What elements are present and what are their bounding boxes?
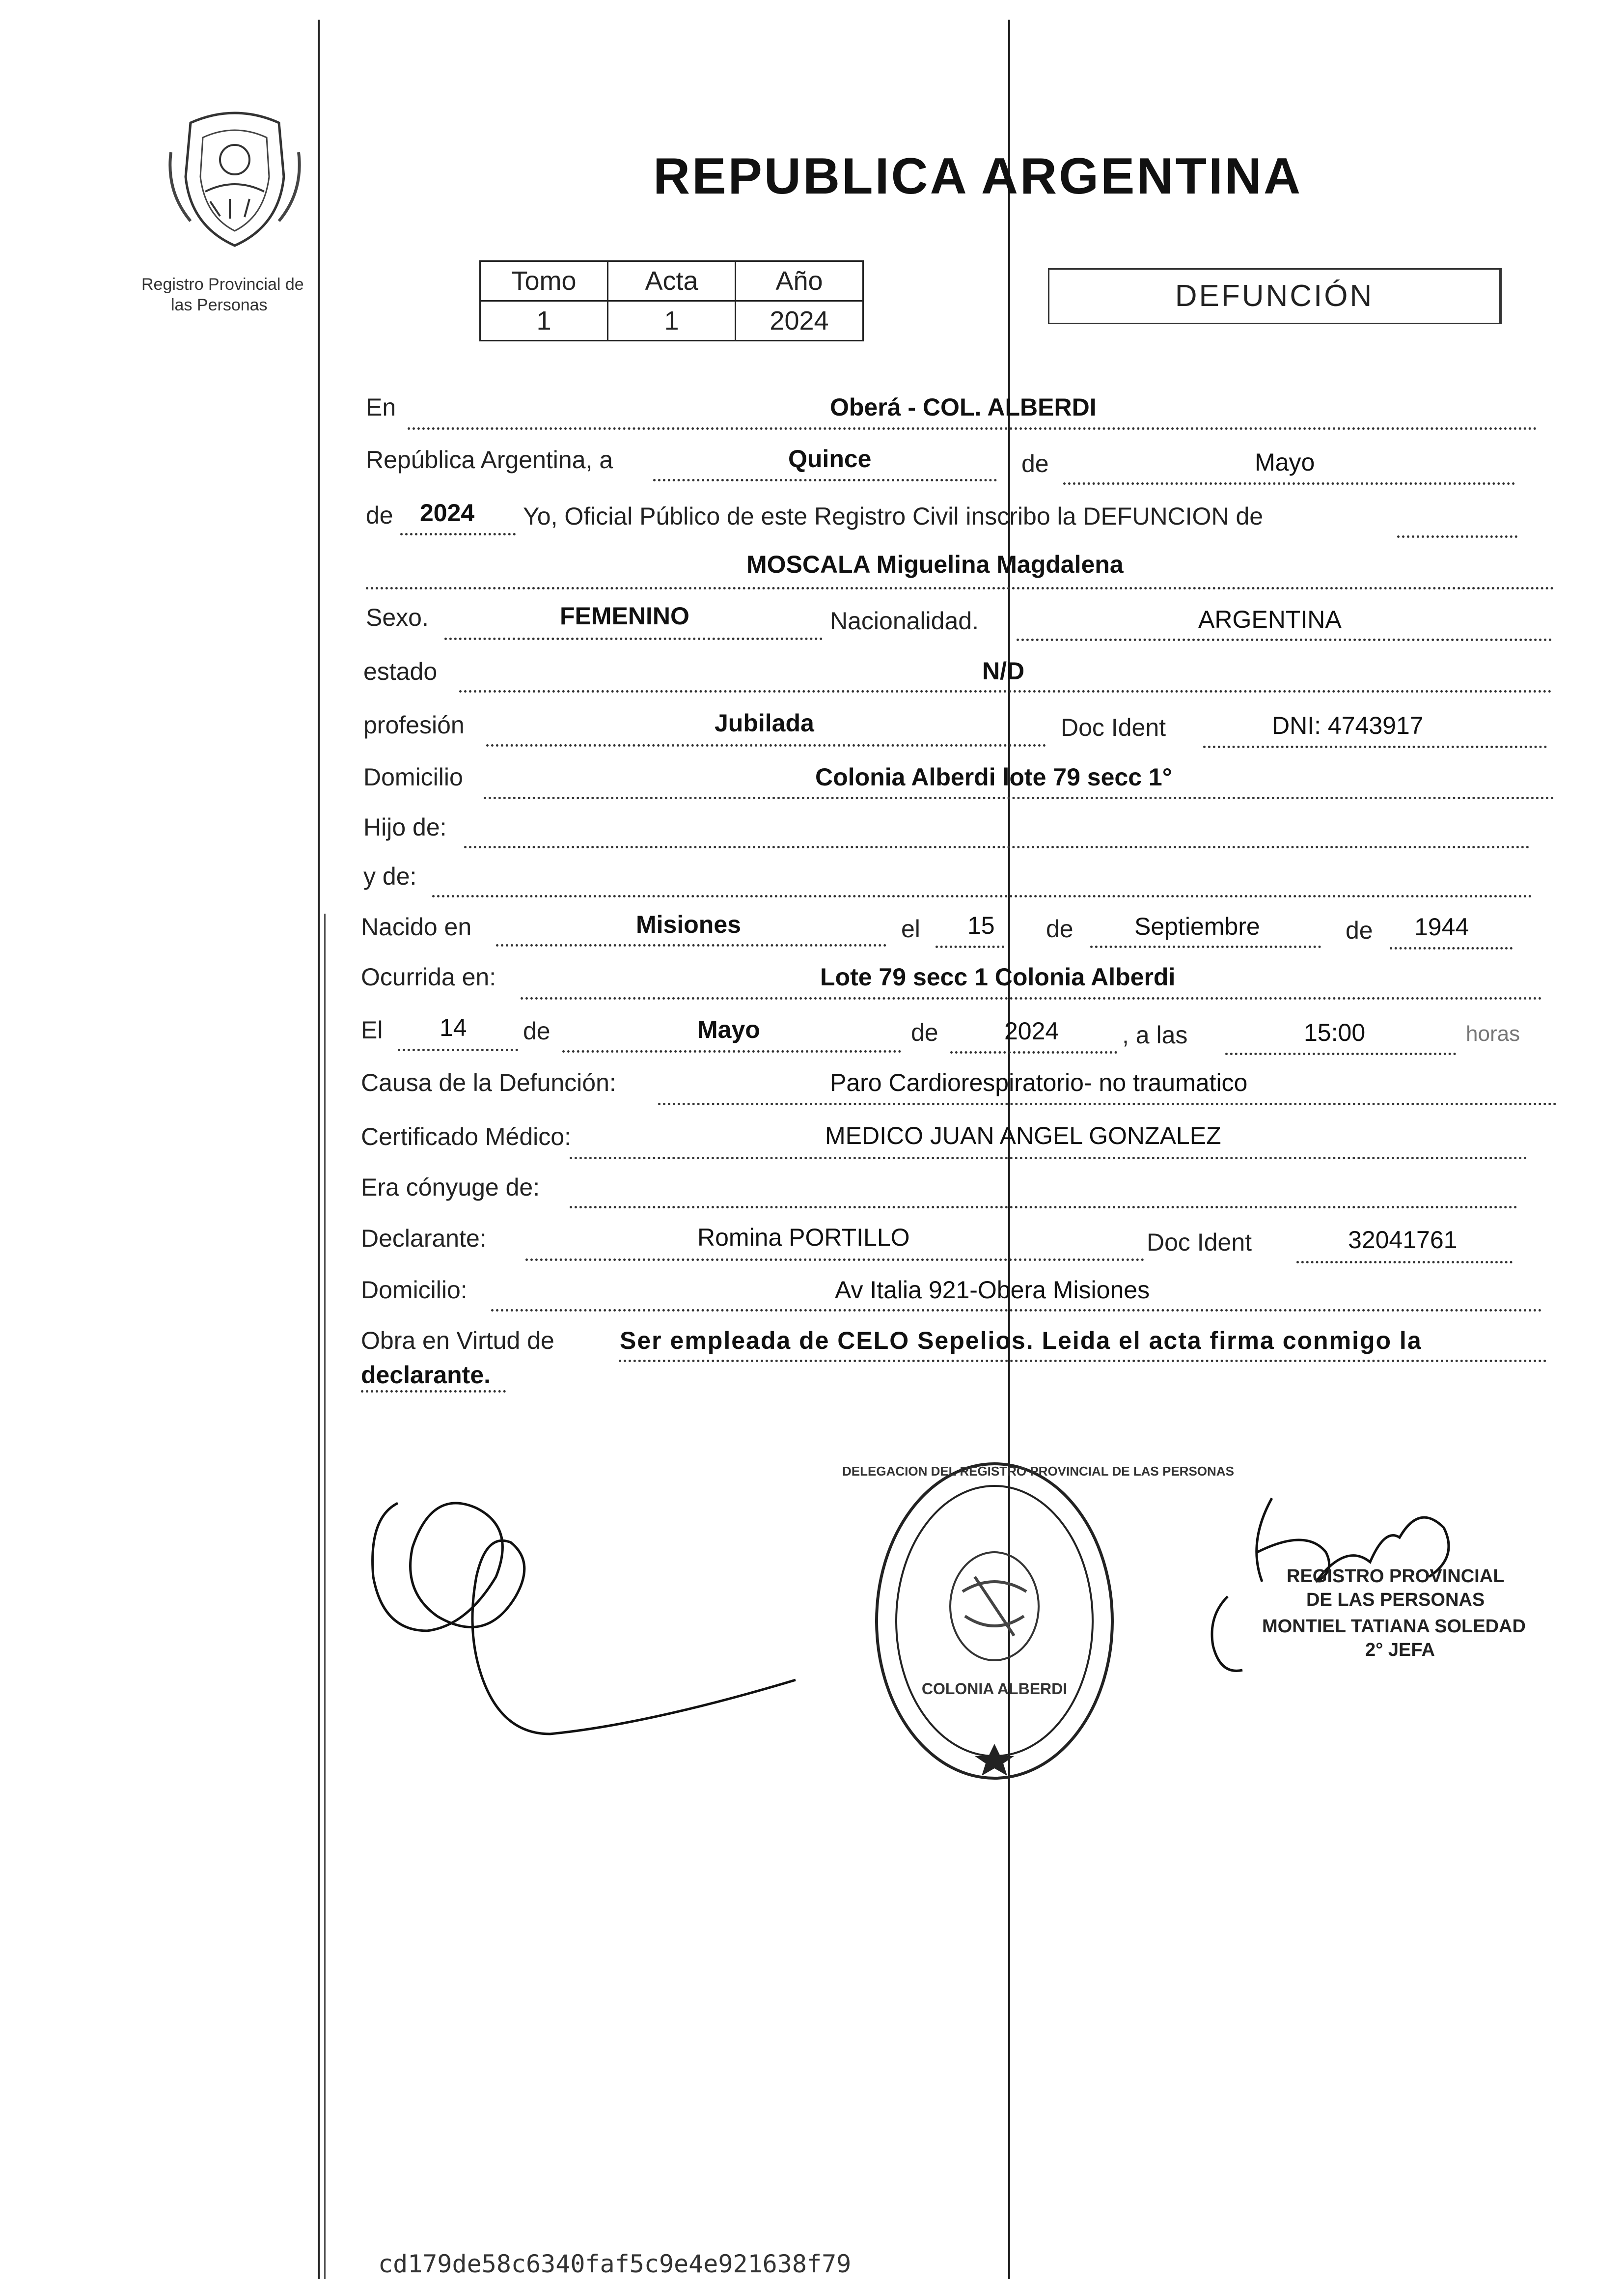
field-place: Oberá - COL. ALBERDI (830, 393, 1097, 421)
officer-stamp-line2: DE LAS PERSONAS (1306, 1590, 1485, 1610)
dots-obra (619, 1360, 1547, 1362)
dots-y-de (432, 895, 1532, 897)
record-type-box (1048, 268, 1502, 324)
dots-sexo (444, 638, 823, 640)
dots-death-time (1225, 1053, 1456, 1055)
field-nacionalidad: ARGENTINA (1198, 606, 1342, 633)
field-domicilio: Colonia Alberdi lote 79 secc 1° (815, 763, 1172, 791)
dots-hijo-de (464, 846, 1530, 848)
officer-stamp-line3: MONTIEL TATIANA SOLEDAD (1262, 1616, 1526, 1637)
record-value-anio: 2024 (736, 301, 863, 341)
record-header-anio: Año (736, 261, 863, 301)
dots-place (408, 427, 1537, 430)
field-causa: Paro Cardiorespiratorio- no traumatico (830, 1069, 1248, 1096)
field-profesion: Jubilada (715, 709, 814, 737)
dots-doc-ident (1203, 746, 1547, 748)
label-en: En (366, 393, 396, 421)
field-death-place: Lote 79 secc 1 Colonia Alberdi (820, 963, 1176, 991)
field-estado: N/D (982, 657, 1025, 685)
label-domicilio: Domicilio (363, 763, 463, 791)
document-hash: cd179de58c6340faf5c9e4e921638f79 (378, 2250, 852, 2278)
officer-stamp-line4: 2° JEFA (1365, 1640, 1435, 1660)
dots-declarante-doc (1296, 1261, 1513, 1263)
field-deceased-name: MOSCALA Miguelina Magdalena (746, 551, 1124, 578)
stamp-inner-text: COLONIA ALBERDI (921, 1680, 1068, 1698)
dots-profesion (486, 744, 1046, 747)
province-logo (156, 103, 313, 251)
label-a-las: , a las (1122, 1021, 1188, 1049)
dots-obra-line2 (361, 1390, 506, 1393)
field-doc-ident: DNI: 4743917 (1272, 712, 1424, 739)
province-seal-icon (156, 103, 313, 251)
field-year: 2024 (420, 499, 475, 527)
label-de-death-month: de (523, 1017, 551, 1045)
label-de-month: de (1021, 450, 1049, 477)
record-type: DEFUNCIÓN (1175, 279, 1374, 313)
field-certificado: MEDICO JUAN ANGEL GONZALEZ (825, 1122, 1221, 1149)
label-certificado: Certificado Médico: (361, 1123, 571, 1150)
label-horas: horas (1466, 1022, 1520, 1046)
record-header-tomo: Tomo (480, 261, 608, 301)
dots-birth-year (1390, 947, 1513, 950)
label-hijo-de: Hijo de: (363, 813, 447, 841)
field-birth-month: Septiembre (1134, 913, 1260, 940)
dots-declarante (525, 1258, 1144, 1261)
field-declarante: Romina PORTILLO (697, 1224, 910, 1251)
field-obra-line2: declarante. (361, 1361, 491, 1389)
field-birth-day: 15 (967, 912, 995, 939)
label-estado: estado (363, 658, 438, 685)
label-ocurrida-en: Ocurrida en: (361, 963, 496, 991)
field-day-word: Quince (788, 445, 872, 473)
field-death-day: 14 (440, 1014, 467, 1041)
record-table (479, 260, 864, 341)
label-de-year: de (366, 502, 393, 529)
label-nacido-en: Nacido en (361, 913, 472, 941)
dots-nacionalidad (1017, 639, 1552, 641)
dots-month (1063, 482, 1515, 485)
field-death-time: 15:00 (1304, 1019, 1366, 1046)
dots-death-day (398, 1049, 518, 1051)
declarante-signature (354, 1469, 918, 1763)
dots-officer-tail (1397, 535, 1517, 538)
field-domicilio-declarante: Av Italia 921-Obera Misiones (835, 1276, 1150, 1304)
label-causa: Causa de la Defunción: (361, 1069, 616, 1096)
officer-stamp-line1: REGISTRO PROVINCIAL (1287, 1566, 1505, 1587)
label-sexo: Sexo. (366, 604, 429, 631)
field-sexo: FEMENINO (560, 602, 689, 630)
dots-birth-month (1090, 946, 1321, 948)
label-nacionalidad: Nacionalidad. (830, 607, 979, 635)
field-declarante-doc: 32041761 (1348, 1226, 1458, 1254)
label-doc-ident-declarante: Doc Ident (1147, 1229, 1252, 1256)
label-el-date: El (361, 1016, 383, 1044)
label-doc-ident: Doc Ident (1061, 714, 1166, 741)
dots-domicilio (484, 797, 1554, 799)
scan-line-left (318, 20, 320, 2279)
dots-domicilio-declarante (491, 1309, 1542, 1312)
label-obra: Obra en Virtud de (361, 1327, 554, 1354)
dots-conyuge (570, 1206, 1517, 1208)
label-republica: República Argentina, a (366, 446, 613, 474)
dots-day (653, 479, 997, 481)
label-profesion: profesión (363, 711, 465, 739)
registry-label-2: las Personas (171, 296, 268, 314)
label-domicilio-declarante: Domicilio: (361, 1276, 468, 1304)
label-de-death-year: de (911, 1019, 938, 1046)
scan-line-left-2 (324, 914, 326, 2279)
field-birth-year: 1944 (1414, 913, 1469, 941)
registry-label-1: Registro Provincial de (141, 275, 304, 294)
label-de-birth-month: de (1046, 915, 1073, 943)
label-el: el (901, 915, 920, 943)
field-birth-place: Misiones (636, 911, 741, 938)
field-death-year: 2024 (1004, 1017, 1059, 1045)
dots-causa (658, 1103, 1557, 1105)
document-title: REPUBLICA ARGENTINA (653, 148, 1303, 205)
dots-certificado (570, 1157, 1527, 1159)
dots-estado (459, 690, 1552, 693)
dots-year (400, 533, 516, 535)
officer-statement: Yo, Oficial Público de este Registro Civil inscribo la DEFUNCION de (523, 503, 1264, 530)
label-conyuge: Era cónyuge de: (361, 1173, 540, 1201)
field-obra-line1: Ser empleada de CELO Sepelios. Leida el acta firma conmigo la (620, 1327, 1422, 1354)
dots-death-place (521, 997, 1542, 1000)
field-month: Mayo (1255, 448, 1315, 476)
label-de-birth-year: de (1346, 917, 1373, 944)
field-death-month: Mayo (697, 1016, 760, 1043)
dots-death-month (562, 1050, 901, 1053)
label-declarante: Declarante: (361, 1225, 487, 1252)
record-value-acta: 1 (608, 301, 736, 341)
dots-birth-place (496, 944, 886, 947)
dots-death-year (950, 1051, 1117, 1054)
record-header-acta: Acta (608, 261, 736, 301)
label-y-de: y de: (363, 863, 417, 890)
record-value-tomo: 1 (480, 301, 608, 341)
registry-stamp (842, 1459, 1234, 1783)
dots-birth-day (936, 946, 1004, 948)
stamp-ring-text: DELEGACION DEL REGISTRO PROVINCIAL DE LAS PERSONAS (842, 1464, 1234, 1479)
dots-deceased (366, 587, 1554, 589)
